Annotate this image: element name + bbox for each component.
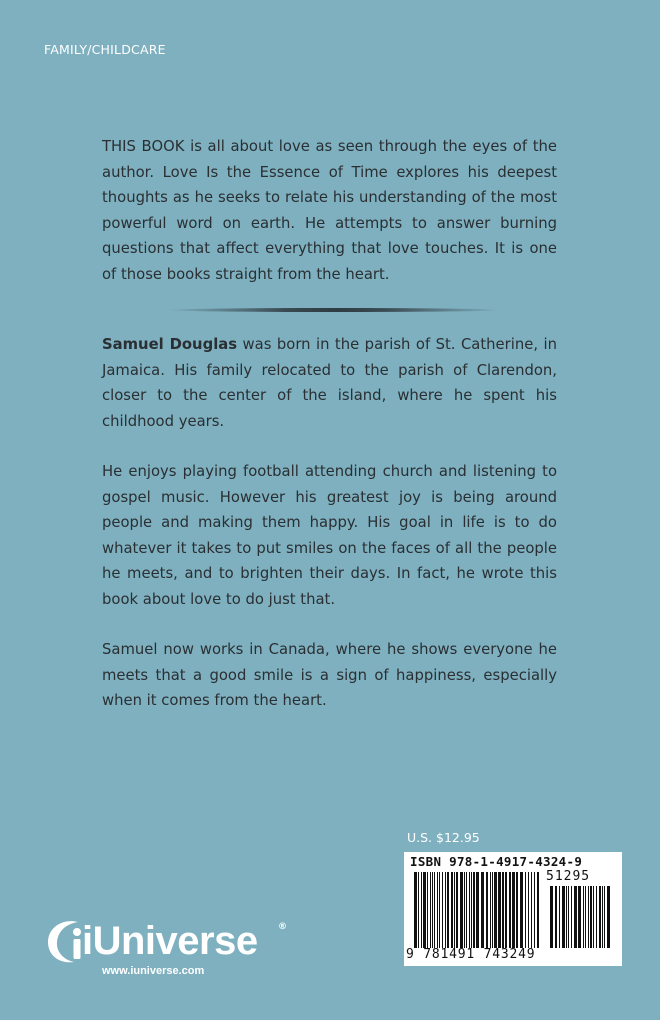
- author-name: Samuel Douglas: [102, 336, 238, 353]
- bio-paragraph-2: He enjoys playing football attending church and listening to gospel music. However his greatest joy is being around people and making them happy. His goal in life is to do whatever it takes to put smiles on the faces of all the people he meets, and to brighten their days. In fact, he wrote this book about love to do just that.: [102, 463, 557, 608]
- publisher-name: iUniverse: [82, 919, 258, 963]
- price-label: U.S. $12.95: [407, 830, 480, 845]
- bio-paragraph-1: [102, 332, 557, 434]
- publisher-url: www.iuniverse.com: [102, 965, 205, 977]
- bio-paragraph-1-text: was born in the parish of St. Catherine, in Jamaica. His family relocated to the parish of Clarendon, closer to the center of the island, where he spent his childhood years.: [102, 336, 557, 430]
- ean-barcode: [414, 872, 540, 948]
- isbn-text: ISBN 978-1-4917-4324-9: [410, 854, 583, 869]
- registered-mark: ®: [278, 922, 287, 932]
- ean-text: 9 781491 743249: [406, 947, 536, 962]
- section-divider: [168, 308, 500, 312]
- addon-code-text: 51295: [546, 869, 591, 884]
- bio-paragraph-3: Samuel now works in Canada, where he shows everyone he meets that a good smile is a sign of happiness, especially when it comes from the heart.: [102, 641, 557, 709]
- book-blurb: THIS BOOK is all about love as seen through the eyes of the author. Love Is the Essence of Time explores his deepest thoughts as he seeks to relate his understanding of the most powerful word on earth. He attempts to answer burning questions that affect everything that love touches. It is one of those books straight from the heart.: [102, 138, 557, 283]
- barcode-box: [404, 852, 622, 966]
- author-bio: [102, 332, 557, 739]
- addon-barcode: [550, 886, 614, 948]
- category-label: FAMILY/CHILDCARE: [44, 42, 166, 57]
